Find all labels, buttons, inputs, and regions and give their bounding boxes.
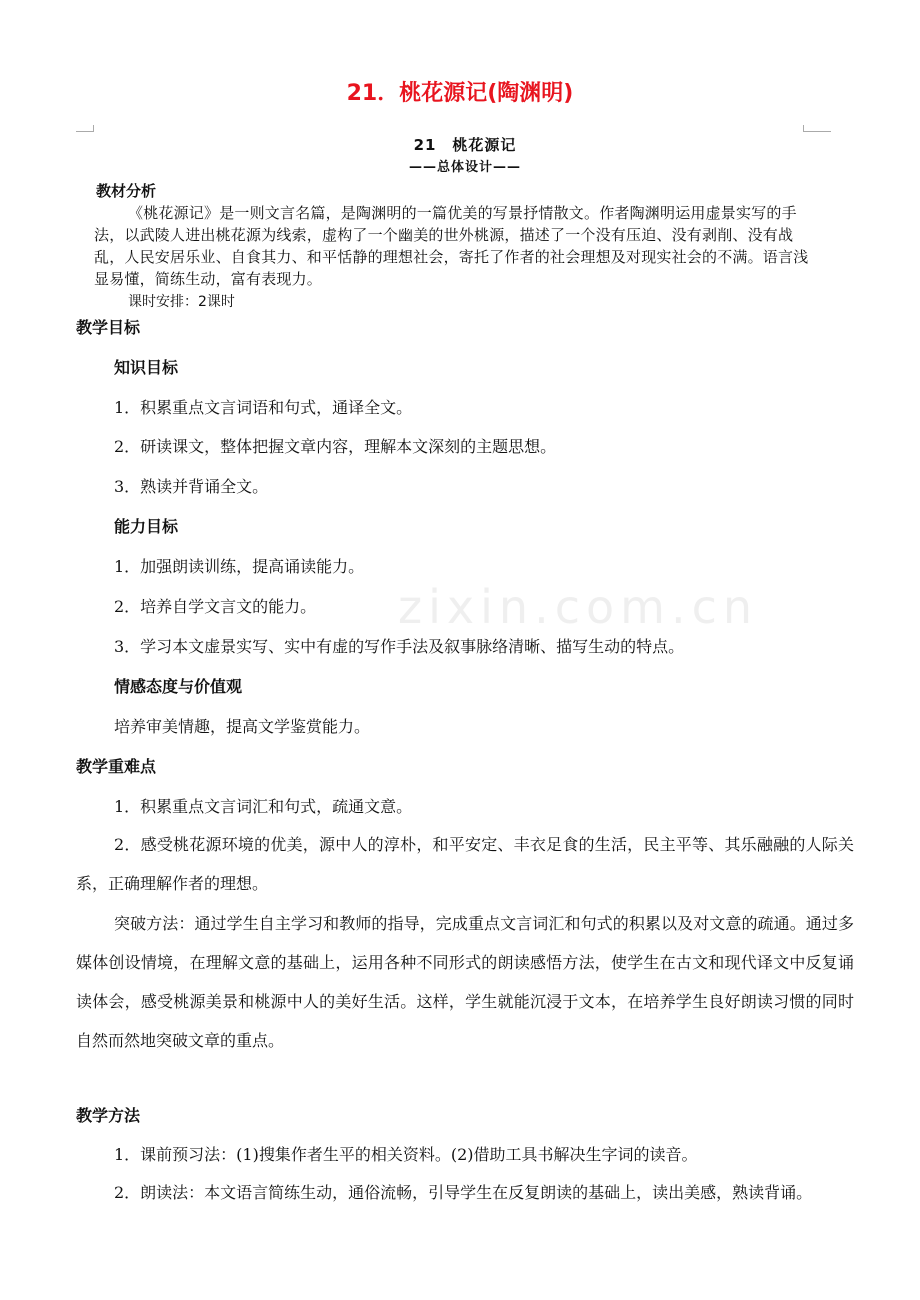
subheading-emotion: 情感态度与价值观 xyxy=(114,677,243,696)
paragraph-method: 突破方法：通过学生自主学习和教师的指导，完成重点文言词汇和句式的积累以及对文意的疏通。通过多媒体创设情境，在理解文意的基础上，运用各种不同形式的朗读感悟方法，使学生在古文和现代译文中反复诵读体会，感受桃源美景和桃源中人的美好生活。这样，学生就能沉浸于文本，在培养学生良好朗读习惯的同时自然而然地突破文章的重点。 xyxy=(76,914,854,1050)
list-item: 2．研读课文，整体把握文章内容，理解本文深刻的主题思想。 xyxy=(114,437,557,456)
section-heading-goals: 教学目标 xyxy=(76,318,141,337)
list-item: 3．熟读并背诵全文。 xyxy=(114,477,269,496)
corner-mark-right xyxy=(803,131,831,132)
paragraph-difficulty-2: 2．感受桃花源环境的优美，源中人的淳朴，和平安定、丰衣足食的生活，民主平等、其乐融融的人际关系，正确理解作者的理想。 xyxy=(76,835,854,893)
emotion-text: 培养审美情趣，提高文学鉴赏能力。 xyxy=(114,717,371,736)
subheading-ability: 能力目标 xyxy=(114,517,179,536)
page-title: 21．桃花源记(陶渊明) xyxy=(346,81,574,106)
list-item: 2．培养自学文言文的能力。 xyxy=(114,597,317,616)
list-item: 1．积累重点文言词汇和句式，疏通文意。 xyxy=(114,797,413,816)
paragraph-method-2: 2．朗读法：本文语言简练生动，通俗流畅，引导学生在反复朗读的基础上，读出美感，熟读背诵。 xyxy=(114,1183,813,1202)
snapshot-hours: 课时安排：2课时 xyxy=(128,294,235,310)
watermark: zixin.com.cn xyxy=(398,580,759,634)
list-item: 3．学习本文虚景实写、实中有虚的写作手法及叙事脉络清晰、描写生动的特点。 xyxy=(114,637,685,656)
corner-mark-left xyxy=(76,131,94,132)
snapshot-heading: 21 桃花源记 xyxy=(413,136,517,154)
snapshot-subheading: ——总体设计—— xyxy=(408,160,521,175)
list-item: 1．积累重点文言词语和句式，通译全文。 xyxy=(114,398,413,417)
snapshot-paragraph: 《桃花源记》是一则文言名篇，是陶渊明的一篇优美的写景抒情散文。作者陶渊明运用虚景实写的手法，以武陵人进出桃花源为线索，虚构了一个幽美的世外桃源，描述了一个没有压迫、没有剥削、没有战乱，人民安居乐业、自食其力、和平恬静的理想社会，寄托了作者的社会理想及对现实社会的不满。语言浅显易懂，简练生动，富有表现力。 xyxy=(94,204,809,288)
list-item: 1．课前预习法：(1)搜集作者生平的相关资料。(2)借助工具书解决生字词的读音。 xyxy=(114,1145,698,1164)
subheading-knowledge: 知识目标 xyxy=(114,358,179,377)
section-heading-difficulties: 教学重难点 xyxy=(76,757,157,776)
snapshot-label: 教材分析 xyxy=(96,182,157,200)
list-item: 1．加强朗读训练，提高诵读能力。 xyxy=(114,557,365,576)
section-heading-methods: 教学方法 xyxy=(76,1106,141,1125)
